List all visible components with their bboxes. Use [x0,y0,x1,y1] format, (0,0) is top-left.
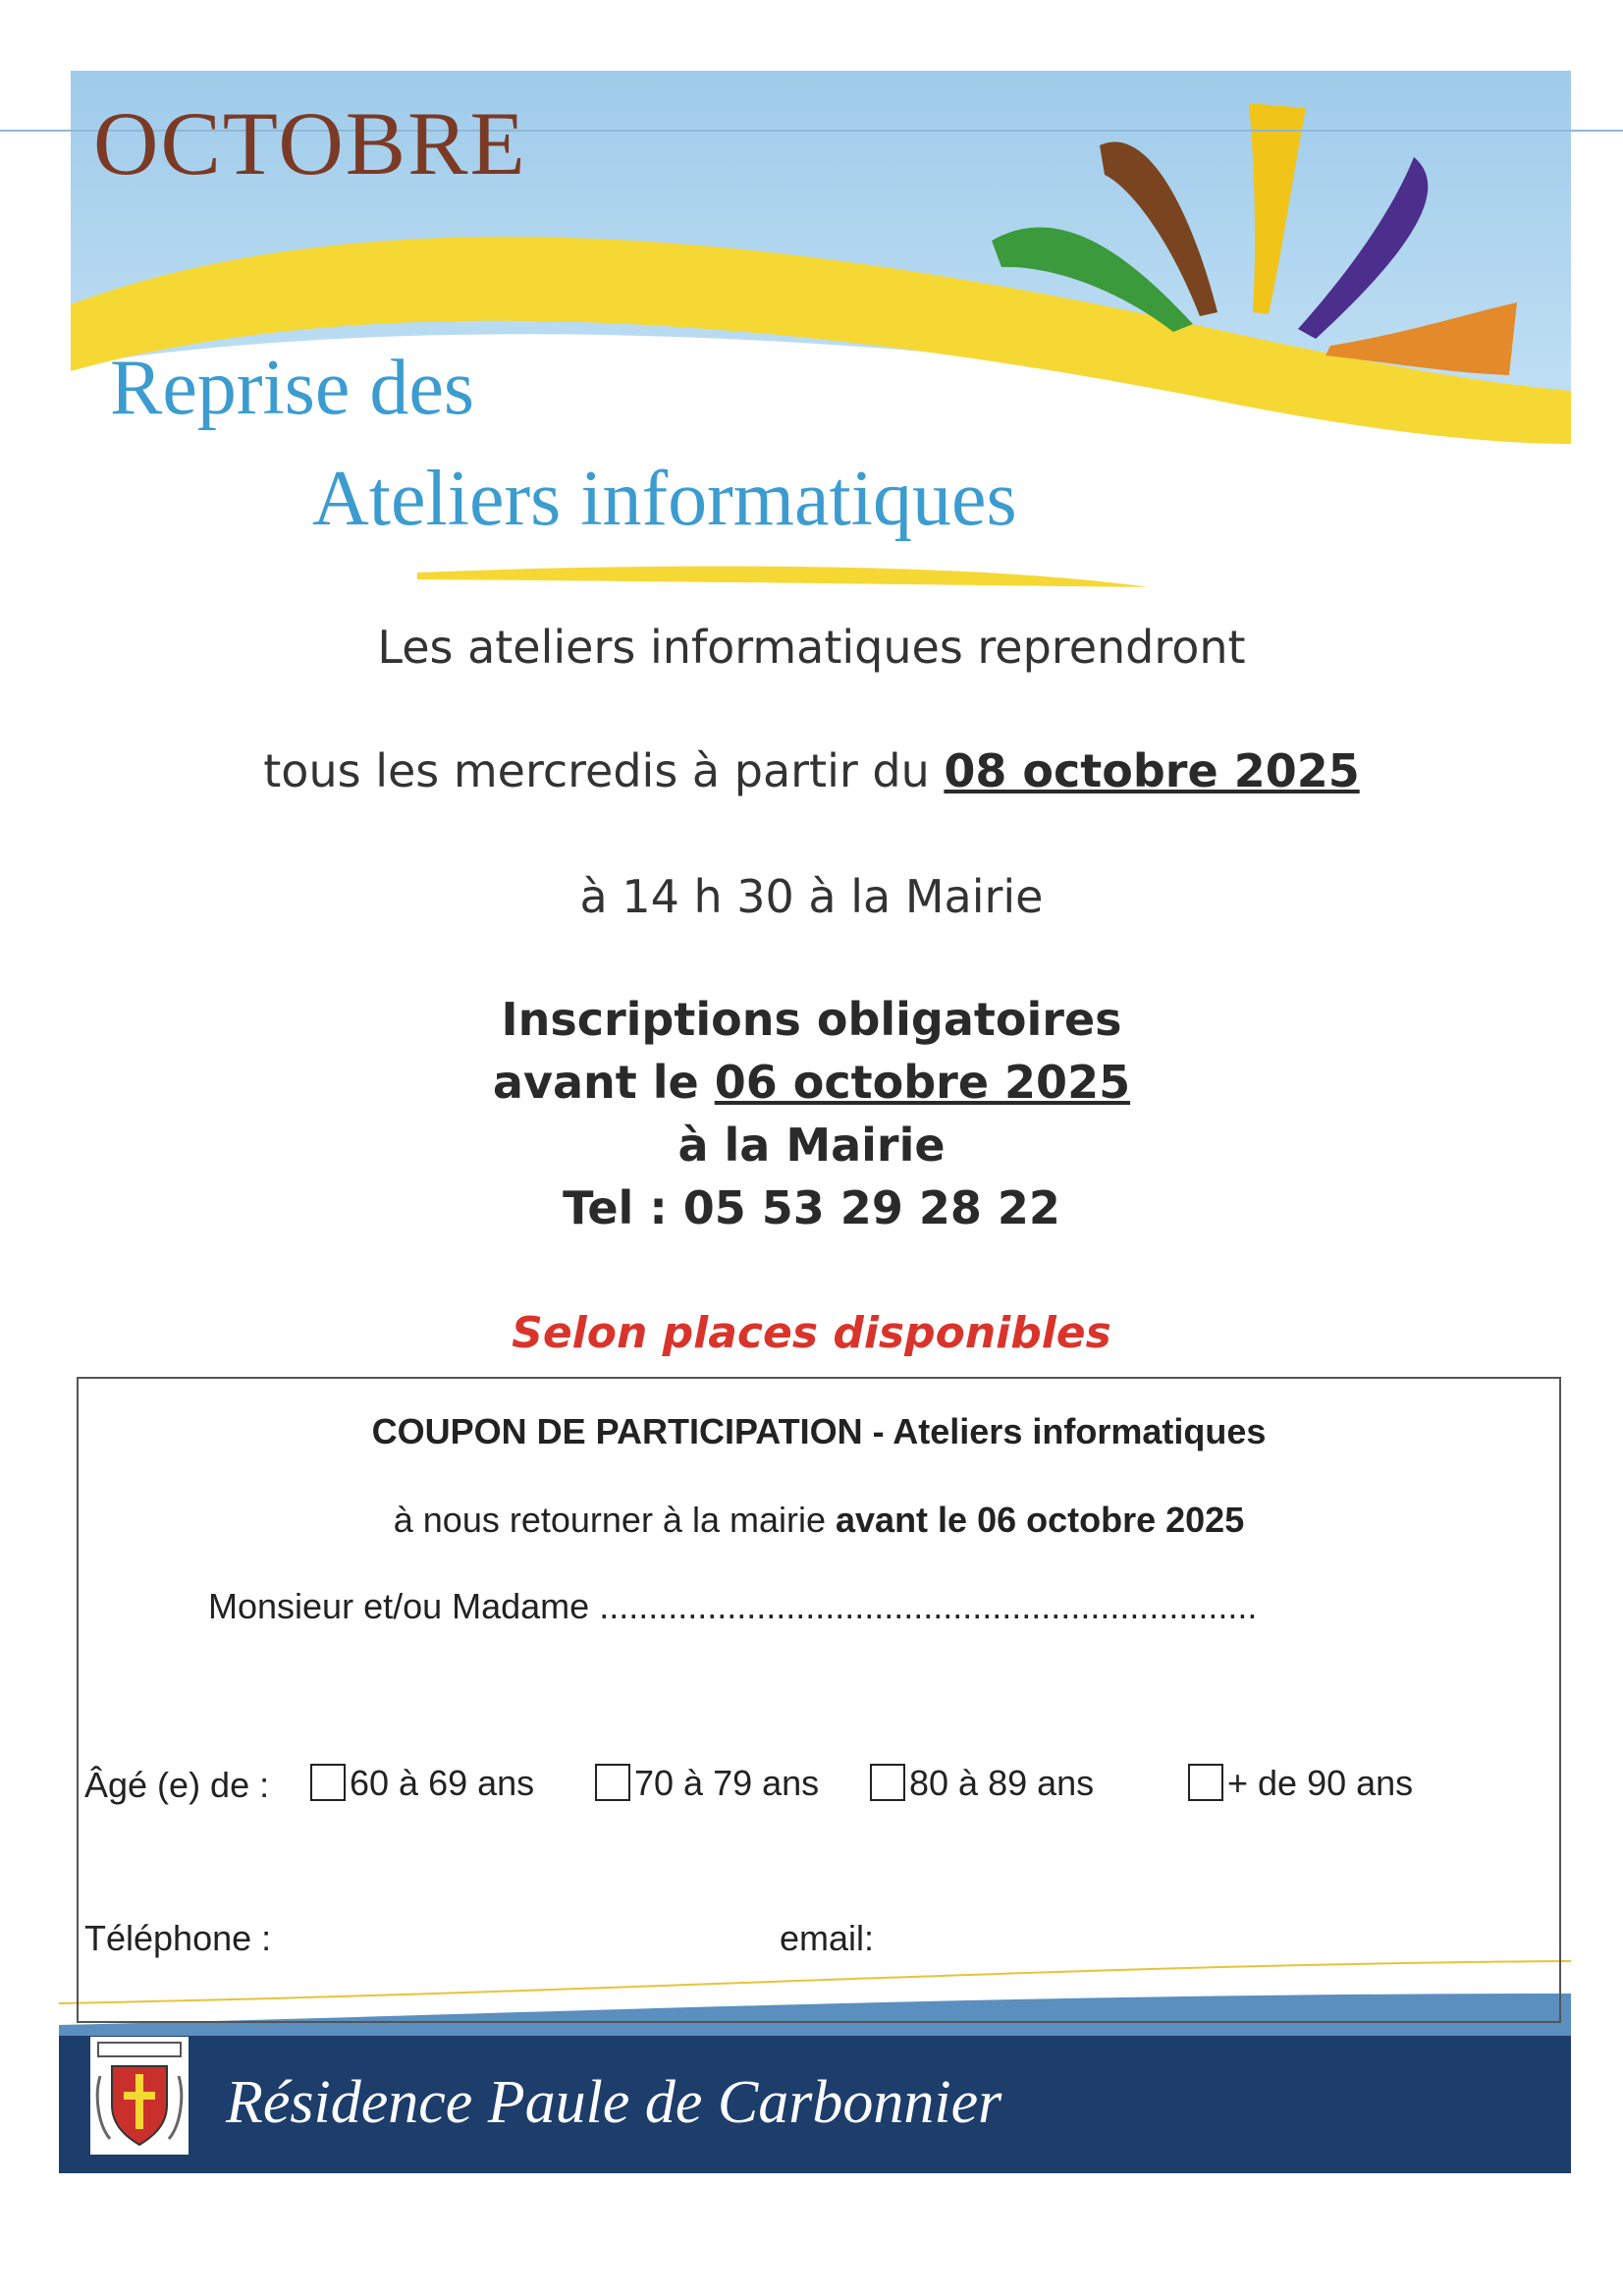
deadline-date: 06 octobre 2025 [714,1056,1131,1109]
coupon-title: COUPON DE PARTICIPATION - Ateliers informatiques [371,1411,1267,1451]
inscriptions-line-2 [0,1051,1623,1114]
return-deadline: avant le 06 octobre 2025 [836,1500,1245,1540]
title-underline [417,567,1149,587]
month-heading: OCTOBRE [93,93,527,193]
age-option-label: 70 à 79 ans [634,1763,820,1803]
participation-coupon [77,1377,1561,2023]
inscriptions-line-1: Inscriptions obligatoires [501,993,1122,1046]
name-dots: ................................................................... [599,1586,1258,1626]
checkbox-90-plus[interactable] [1188,1764,1223,1801]
schedule-prefix: tous les mercredis à partir du [263,744,945,797]
title-line-1: Reprise des [110,345,475,431]
age-label: Âgé (e) de : [84,1765,270,1805]
coupon-return-line [79,1500,1559,1540]
age-option-label: 80 à 89 ans [909,1763,1095,1803]
name-label: Monsieur et/ou Madame [208,1586,590,1626]
phone-number: Tel : 05 53 29 28 22 [563,1181,1060,1234]
checkbox-80-89[interactable] [870,1764,905,1801]
time-location-line: à 14 h 30 à la Mairie [579,870,1044,923]
inscriptions-block [0,988,1623,1239]
schedule-line [0,744,1623,797]
start-date: 08 octobre 2025 [944,744,1360,797]
title-line-2: Ateliers informatiques [312,456,1017,542]
checkbox-60-69[interactable] [310,1764,346,1801]
email-label[interactable]: email: [780,1918,875,1958]
age-option-label: + de 90 ans [1227,1763,1414,1803]
intro-line: Les ateliers informatiques reprendront [377,621,1246,674]
checkbox-70-79[interactable] [595,1764,630,1801]
age-option-80-89[interactable] [870,1764,1094,1801]
coat-of-arms-icon [90,2037,189,2155]
residence-name: Résidence Paule de Carbonnier [226,2069,1002,2136]
age-option-60-69[interactable] [310,1764,534,1801]
name-field[interactable] [208,1586,1258,1626]
inscriptions-line-3: à la Mairie [677,1119,946,1172]
phone-label[interactable]: Téléphone : [84,1918,272,1958]
availability-note: Selon places disponibles [512,1308,1111,1358]
inscriptions-prefix: avant le [492,1056,715,1109]
age-option-70-79[interactable] [595,1764,819,1801]
return-prefix: à nous retourner à la mairie [393,1500,836,1540]
age-option-90-plus[interactable] [1188,1764,1413,1801]
coat-of-arms [90,2037,189,2155]
age-option-label: 60 à 69 ans [350,1763,535,1803]
